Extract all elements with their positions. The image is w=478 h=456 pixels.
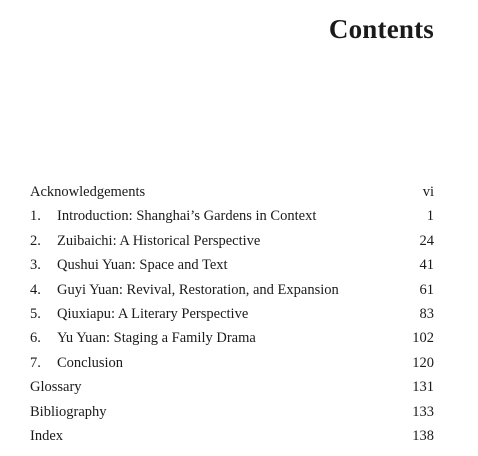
toc-entry-acknowledgements [30,180,434,204]
toc-entry-number: 1. [30,208,41,225]
page-title: Contents [328,14,434,44]
toc-entry-page: 133 [412,403,434,420]
toc-entry-title: Introduction: Shanghai’s Gardens in Context [57,208,317,225]
toc-entry-number: 6. [30,330,41,347]
toc-entry-number: 3. [30,257,41,274]
toc-entry-title: Qushui Yuan: Space and Text [57,257,228,274]
toc-entry-number: 7. [30,354,41,371]
toc-entry-page: 41 [419,257,434,274]
toc-entry-title: Glossary [30,379,82,396]
toc-entry-page: vi [422,184,434,200]
toc-entry-title: Conclusion [57,354,124,371]
toc-entry-chapter-5 [30,302,434,326]
toc-entry-chapter-2 [30,229,434,253]
toc-entry-page: 61 [419,281,434,298]
toc-entry-title: Index [30,427,64,444]
toc-entry-title: Qiuxiapu: A Literary Perspective [57,305,249,322]
toc-entry-chapter-6 [30,326,434,350]
toc-entry-title: Acknowledgements [30,184,146,200]
table-of-contents [30,180,434,448]
toc-entry-chapter-7 [30,351,434,375]
toc-entry-chapter-1 [30,204,434,228]
toc-entry-title: Zuibaichi: A Historical Perspective [57,232,261,249]
toc-entry-page: 83 [419,305,434,322]
toc-entry-number: 5. [30,305,41,322]
toc-entry-chapter-3 [30,253,434,277]
toc-entry-page: 120 [412,354,434,371]
toc-entry-title: Bibliography [30,403,107,420]
toc-entry-page: 24 [419,232,434,249]
toc-entry-page: 102 [412,330,434,347]
toc-entry-title: Guyi Yuan: Revival, Restoration, and Expansion [57,281,339,298]
toc-entry-number: 4. [30,281,41,298]
toc-entry-page: 138 [412,427,434,444]
toc-entry-chapter-4 [30,278,434,302]
toc-entry-title: Yu Yuan: Staging a Family Drama [57,330,256,347]
toc-entry-bibliography [30,400,434,424]
toc-entry-index [30,424,434,448]
toc-entry-glossary [30,375,434,399]
toc-entry-page: 131 [412,379,434,396]
toc-entry-page: 1 [426,208,434,225]
toc-entry-number: 2. [30,232,41,249]
